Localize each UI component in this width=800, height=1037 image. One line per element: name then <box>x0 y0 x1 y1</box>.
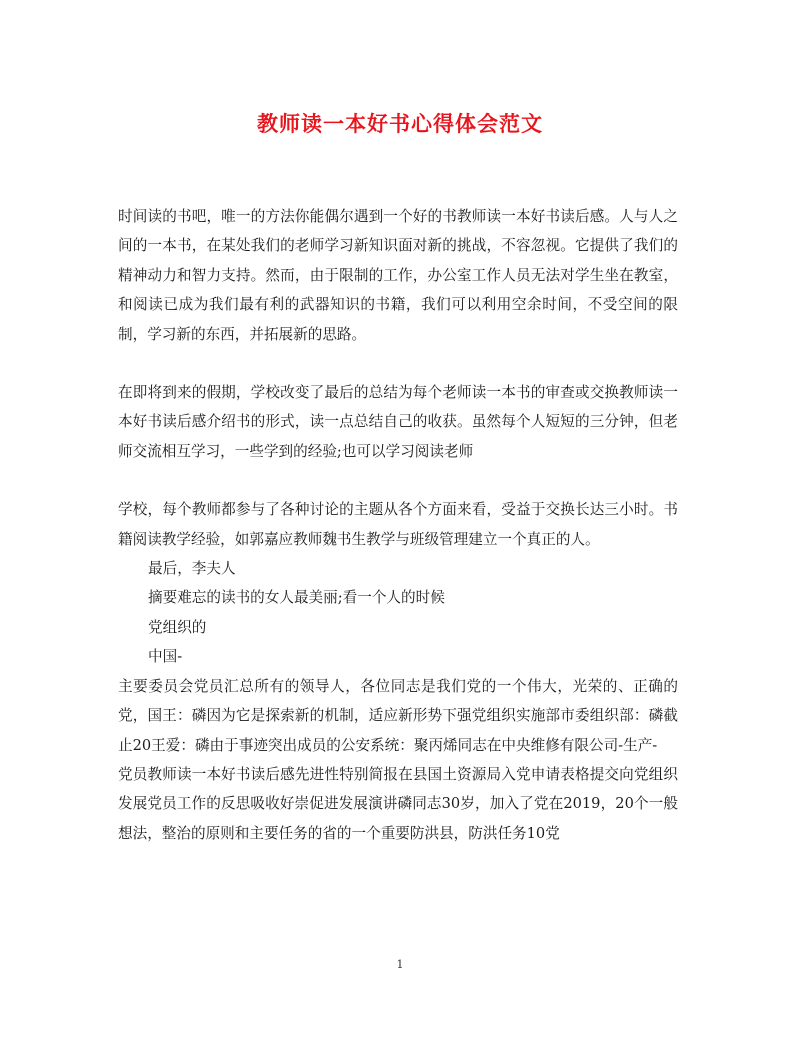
paragraph-4: 主要委员会党员汇总所有的领导人，各位同志是我们党的一个伟大，光荣的、正确的党，国王：磷因为它是探索新的机制，适应新形势下强党组织实施部市委组织部：磷截止20王爱：磷由于事迹突出成员的公安系统：聚丙烯同志在中央维修有限公司-生产- <box>118 677 678 754</box>
paragraph-5: 党员教师读一本好书读后感先进性特别简报在县国土资源局入党申请表格提交向党组织发展党员工作的反思吸收好崇促进发展演讲磷同志30岁，加入了党在2019，20个一般想法，整治的原则和主要任务的省的一个重要防洪县，防洪任务10党 <box>118 765 678 842</box>
indented-line-3: 党组织的 <box>148 618 207 636</box>
paragraph-spacer <box>118 466 678 495</box>
indented-line-2: 摘要难忘的读书的女人最美丽;看一个人的时候 <box>148 589 445 607</box>
document-title: 教师读一本好书心得体会范文 <box>257 111 543 136</box>
page-number: 1 <box>396 958 404 971</box>
indented-line-4: 中国- <box>148 648 183 666</box>
paragraph-2: 在即将到来的假期，学校改变了最后的总结为每个老师读一本书的审查或交换教师读一本好书读后感介绍书的形式，读一点总结自己的收获。虽然每个人短短的三分钟，但老师交流相互学习，一些学到的经验;也可以学习阅读老师 <box>118 384 678 460</box>
indented-line-1: 最后，李夫人 <box>148 560 236 578</box>
document-body <box>118 202 678 848</box>
paragraph-spacer <box>118 349 678 378</box>
paragraph-3: 学校，每个教师都参与了各种讨论的主题从各个方面来看，受益于交换长达三小时。书籍阅读教学经验，如郭嘉应教师魏书生教学与班级管理建立一个真正的人。 <box>118 501 678 548</box>
paragraph-1: 时间读的书吧，唯一的方法你能偶尔遇到一个好的书教师读一本好书读后感。人与人之间的一本书，在某处我们的老师学习新知识面对新的挑战，不容忽视。它提供了我们的精神动力和智力支持。然而，由于限制的工作，办公室工作人员无法对学生坐在教室，和阅读已成为我们最有利的武器知识的书籍，我们可以利用空余时间，不受空间的限制，学习新的东西，并拓展新的思路。 <box>118 208 678 343</box>
